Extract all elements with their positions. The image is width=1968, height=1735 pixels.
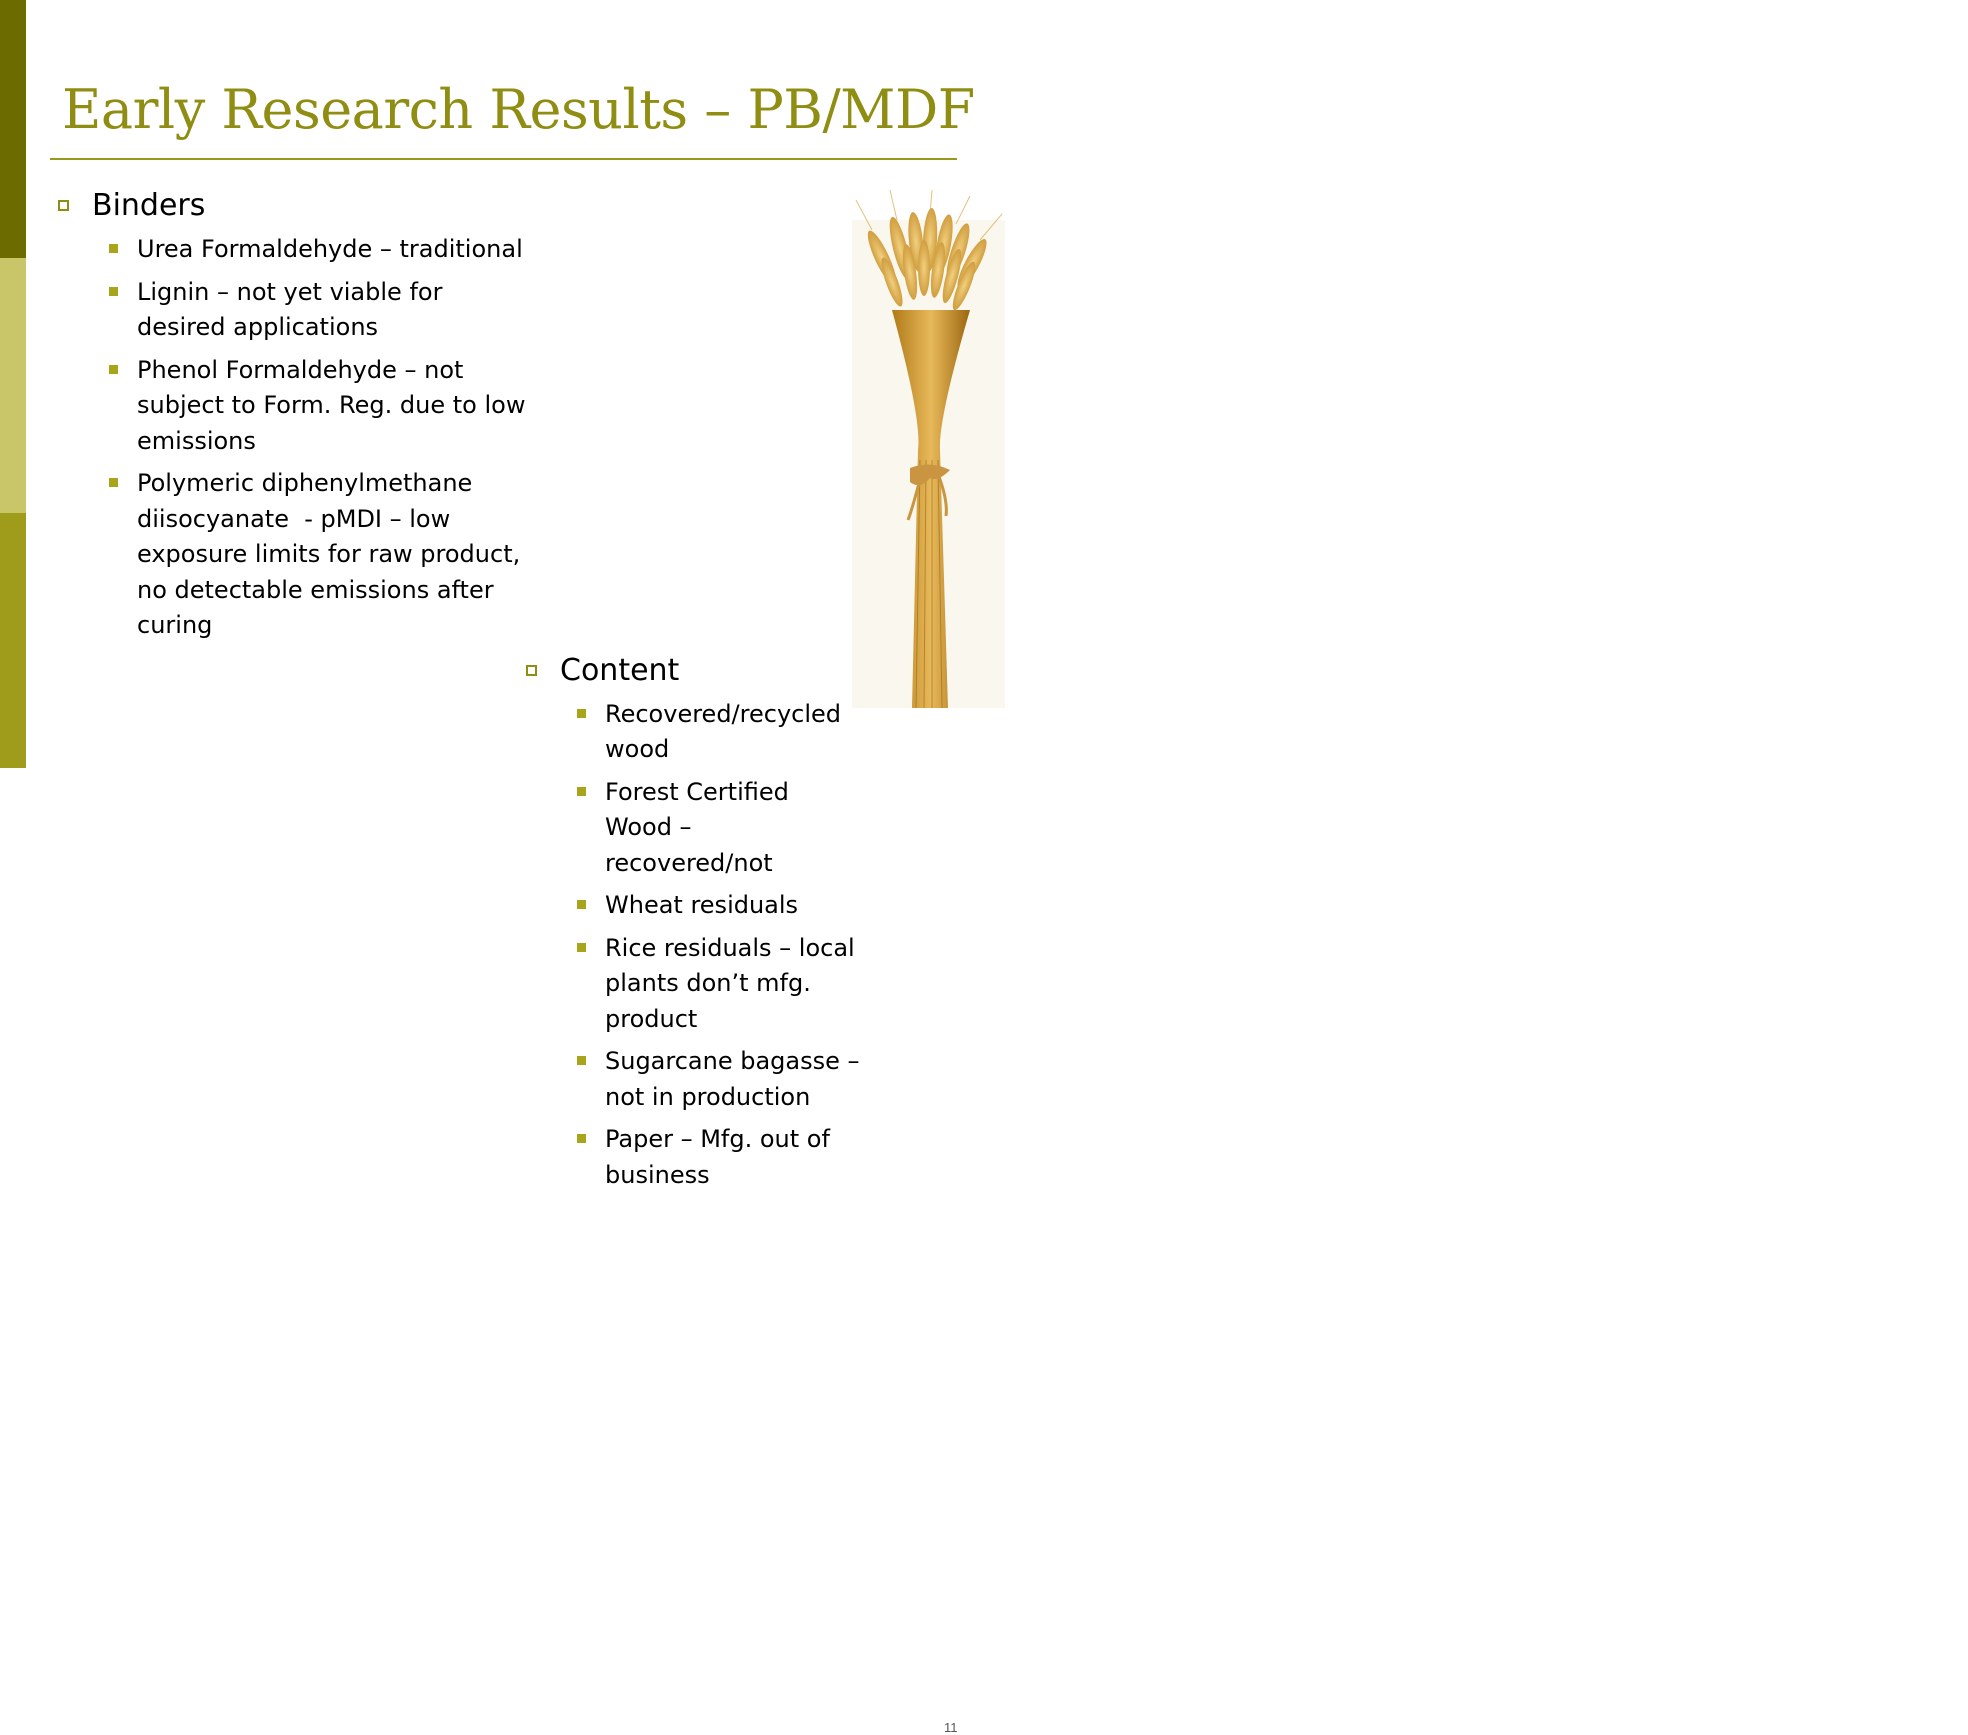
list-item-text: Recovered/recycled wood	[605, 699, 842, 763]
binders-heading-item	[54, 186, 534, 226]
list-item	[54, 275, 537, 346]
filled-square-bullet-icon	[577, 1056, 586, 1065]
list-item-text: Forest Certified Wood – recovered/not	[605, 777, 789, 877]
list-item	[54, 232, 537, 268]
filled-square-bullet-icon	[577, 709, 586, 718]
filled-square-bullet-icon	[109, 365, 118, 374]
list-item-text: Lignin – not yet viable for desired applications	[137, 277, 443, 341]
side-bar-mid-segment	[0, 513, 26, 768]
list-item-text: Polymeric diphenylmethane diisocyanate - pMDI – low exposure limits for raw product, no detectable emissions after curing	[137, 469, 528, 639]
filled-square-bullet-icon	[577, 1134, 586, 1143]
filled-square-bullet-icon	[109, 478, 118, 487]
filled-square-bullet-icon	[577, 787, 586, 796]
title-divider	[50, 158, 957, 160]
list-item	[54, 466, 547, 644]
list-item	[522, 931, 875, 1038]
list-item	[522, 697, 905, 768]
content-heading: Content	[560, 652, 680, 688]
filled-square-bullet-icon	[109, 287, 118, 296]
filled-square-bullet-icon	[109, 244, 118, 253]
hollow-square-bullet-icon	[526, 665, 537, 676]
page-number: 11	[944, 1720, 958, 1735]
list-item-text: Urea Formaldehyde – traditional	[137, 235, 523, 263]
list-item-text: Rice residuals – local plants don’t mfg. product	[605, 933, 855, 1033]
side-bar-light-segment	[0, 258, 26, 513]
wheat-bundle-image	[852, 220, 1005, 708]
slide-title: Early Research Results – PB/MDF	[62, 78, 975, 141]
list-item	[522, 1044, 905, 1115]
decorative-side-bar	[0, 0, 26, 768]
list-item	[522, 1122, 905, 1193]
binders-list	[54, 232, 534, 644]
list-item-text: Phenol Formaldehyde – not subject to Form. Reg. due to low emissions	[137, 355, 526, 455]
filled-square-bullet-icon	[577, 943, 586, 952]
list-item-text: Wheat residuals	[605, 891, 799, 919]
list-item	[522, 888, 905, 924]
hollow-square-bullet-icon	[58, 200, 69, 211]
list-item	[54, 353, 532, 460]
list-item-text: Sugarcane bagasse – not in production	[605, 1047, 860, 1111]
list-item-text: Paper – Mfg. out of business	[605, 1125, 830, 1189]
content-column	[522, 651, 912, 1194]
side-bar-dark-segment	[0, 0, 26, 258]
list-item	[522, 775, 825, 882]
content-list	[522, 697, 912, 1194]
binders-heading: Binders	[92, 188, 206, 223]
binders-column	[54, 186, 534, 644]
content-heading-item	[522, 651, 912, 691]
filled-square-bullet-icon	[577, 900, 586, 909]
wheat-bundle-icon	[852, 220, 1005, 708]
